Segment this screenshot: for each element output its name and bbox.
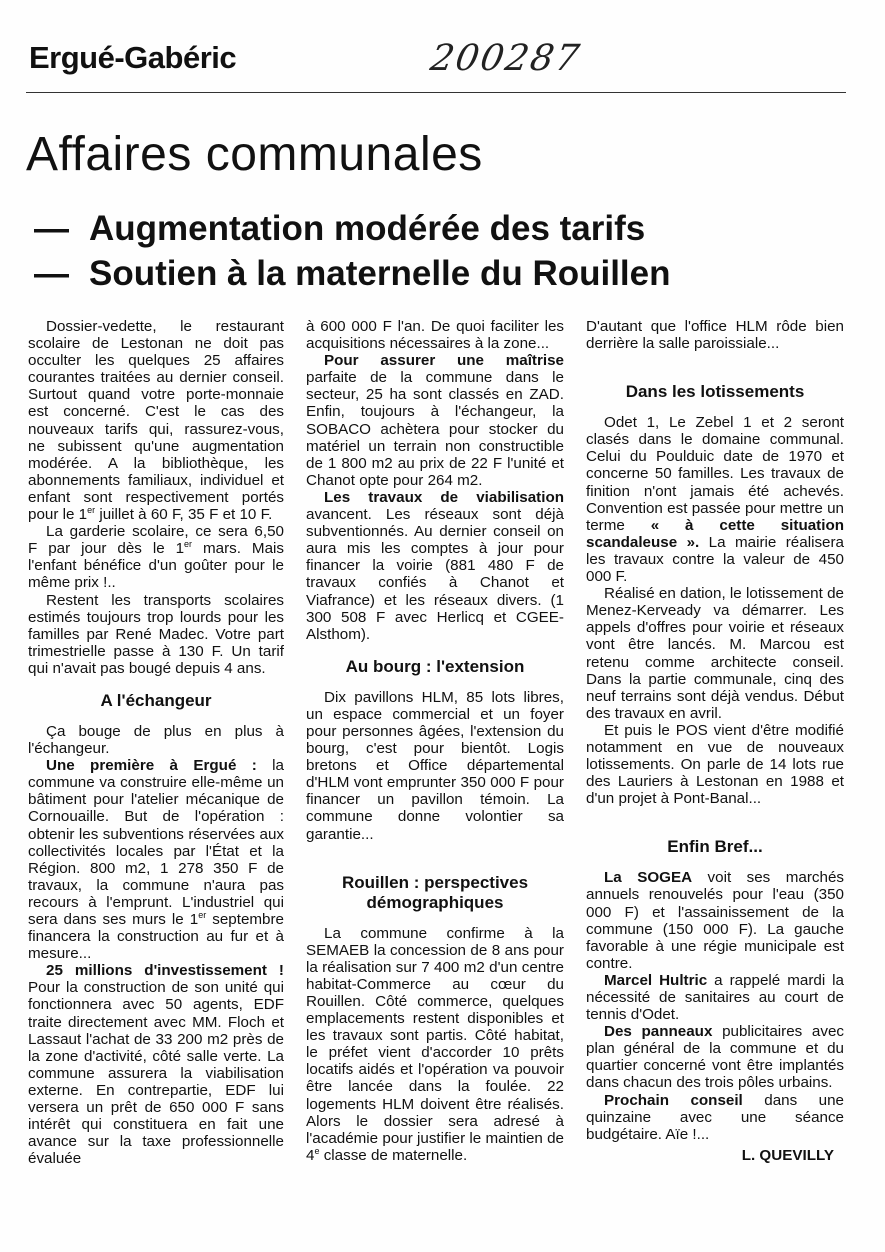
paragraph: Dossier-vedette, le restaurant scolaire de Lestonan ne doit pas occulter les quelques 25 affaires courantes traitées au dernier conseil. Surtout quand votre porte-monnaie est concerné. C'est le cas des nouveaux tarifs qui, rassurez-vous, ne subissent qu'une augmentation modérée. A la bibliothèque, les abonnements familiaux, individuel et enfant sont respectivement portés pour le 1er juillet à 60 F, 35 F et 10 F. — [28, 318, 284, 524]
author-signature: L. QUEVILLY — [741, 1146, 834, 1164]
section-heading-echangeur: A l'échangeur — [100, 690, 212, 710]
paragraph: D'autant que l'office HLM rôde bien derrière la salle paroissiale... — [586, 318, 844, 353]
paragraph: La commune confirme à la SEMAEB la concession de 8 ans pour la réalisation sur 7 400 m2 d'un centre habitat-Commerce au cœur du Rouillen. Côté commerce, quelques emplacements restent disponibles et les travaux sont partis. Côté habitat, le préfet vient d'accorder 10 prêts locatifs aidés et l'opération va pouvoir être lancée dans la foulée. 22 logements HLM doivent être réalisés. Alors le dossier sera adresé à l'académie pour justifier le maintien de 4e classe de maternelle. — [306, 924, 564, 1164]
column-3 — [586, 318, 844, 1164]
paragraph: Dix pavillons HLM, 85 lots libres, un espace commercial et un foyer pour personnes âgées, l'extension du bourg, c'est pour bientôt. Logis bretons et Office départemental d'HLM vont emprunter 350 000 F pour financer un pavillon témoin. La commune donne volontier sa garantie... — [306, 688, 564, 843]
section-heading-lotissements: Dans les lotissements — [625, 382, 805, 402]
paragraph: Marcel Hultric a rappelé mardi la nécessité de sanitaires au court de tennis d'Odet. — [586, 971, 844, 1024]
header — [26, 8, 846, 94]
article-subtitles — [34, 206, 671, 296]
paragraph: Les travaux de viabilisation avancent. Les réseaux sont déjà subventionnés. Au dernier conseil on aura mis les comptes à jour pour financer la voirie (881 480 F de travaux confiés à Chanot et Viafrance) et les réseaux divers. (1 300 508 F avec Herlicq et CGEE-Alsthom). — [306, 488, 564, 643]
column-2 — [306, 318, 564, 1164]
handwritten-note: 200287 — [427, 38, 585, 79]
paragraph: Pour assurer une maîtrise parfaite de la commune dans le secteur, 25 ha sont classés en ZAD. Enfin, toujours à l'échangeur, la SOBACO achètera pour stocker du matériel un terrain non constructible de 1 800 m2 au prix de 22 F l'unité et Chanot opte pour 264 m2. — [306, 352, 564, 489]
paragraph: La garderie scolaire, ce sera 6,50 F par jour dès le 1er mars. Mais l'enfant bénéfice d'un goûter pour le même prix !.. — [28, 523, 284, 592]
section-heading-bref: Enfin Bref... — [667, 837, 763, 857]
locality-label: Ergué-Gabéric — [29, 40, 237, 75]
paragraph: 25 millions d'investissement ! Pour la construction de son unité qui fonctionnera avec 50 agents, EDF traite directement avec MM. Floch et Lassaut l'achat de 33 200 m2 près de la zone d'activité, côté salle verte. La commune assurera la viabilisation externe. En contrepartie, EDF lui versera un prêt de 650 000 F sans intérêt qui constituera en fait une avance sur la taxe professionnelle évaluée — [28, 962, 284, 1168]
subtitle-2 — [34, 251, 671, 296]
section-heading-bourg: Au bourg : l'extension — [345, 656, 525, 676]
subtitle-1 — [34, 206, 671, 251]
paragraph: Des panneaux publicitaires avec plan général de la commune et du quartier concerné vont être implantés dans chacun des trois pôles urbains. — [586, 1023, 845, 1092]
paragraph: à 600 000 F l'an. De quoi faciliter les acquisitions nécessaires à la zone... — [306, 318, 564, 353]
paragraph: Réalisé en dation, le lotissement de Menez-Kerveady va démarrer. Les appels d'offres pour voirie et réseaux vont être lancés. M. Marcou est retenu comme architecte conseil. Dans la partie communale, cinq des neuf terrains sont déjà vendus. Début des travaux en avril. — [586, 585, 844, 722]
column-1 — [28, 318, 284, 1167]
subtitle-text: Augmentation modérée des tarifs — [89, 209, 646, 248]
dash: — — [34, 209, 69, 248]
header-rule — [26, 92, 846, 93]
dash: — — [34, 254, 69, 293]
subtitle-text: Soutien à la maternelle du Rouillen — [89, 254, 671, 293]
paragraph: Et puis le POS vient d'être modifié notamment en vue de nouveaux lotissements. On parle de 14 lots rue des Lauriers à Lestonan en 1988 et d'un projet à Pont-Banal... — [586, 721, 844, 808]
paragraph: Ça bouge de plus en plus à l'échangeur. — [28, 722, 284, 758]
paragraph: Odet 1, Le Zebel 1 et 2 seront clasés dans le domaine communal. Celui du Poulduic date de 1970 et concerne 50 familles. Les travaux de finition n'ont jamais été achevés. Convention est passée pour mettre un terme « à cette situation scandaleuse ». La mairie réalisera les travaux contre la valeur de 450 000 F. — [586, 414, 844, 586]
paragraph: La SOGEA voit ses marchés annuels renouvelés pour l'eau (350 000 F) et l'assainissement de la commune (150 000 F). La gauche favorable à une régie municipale est contre. — [586, 869, 844, 972]
paragraph: Une première à Ergué : la commune va construire elle-même un bâtiment pour l'atelier mécanique de Cornouaille. But de l'opération : obtenir les subventions réservées aux collectivités locales par l'État et la Région. 800 m2, 1 278 350 F de travaux, la commune n'aura pas recours à l'emprunt. L'industriel qui sera dans ses murs le 1er septembre financera la construction au fur et à mesure... — [28, 757, 285, 963]
article-title: Affaires communales — [26, 128, 483, 181]
section-heading-rouillen: Rouillen : perspectives démographiques — [341, 872, 529, 912]
paragraph: Restent les transports scolaires estimés toujours trop lourds pour les familles par René Madec. Votre part trimestrielle passe à 130 F. Un tarif qui n'avait pas bougé depuis 4 ans. — [28, 591, 284, 677]
paragraph: Prochain conseil dans une quinzaine avec une séance budgétaire. Aïe !... — [586, 1091, 844, 1143]
